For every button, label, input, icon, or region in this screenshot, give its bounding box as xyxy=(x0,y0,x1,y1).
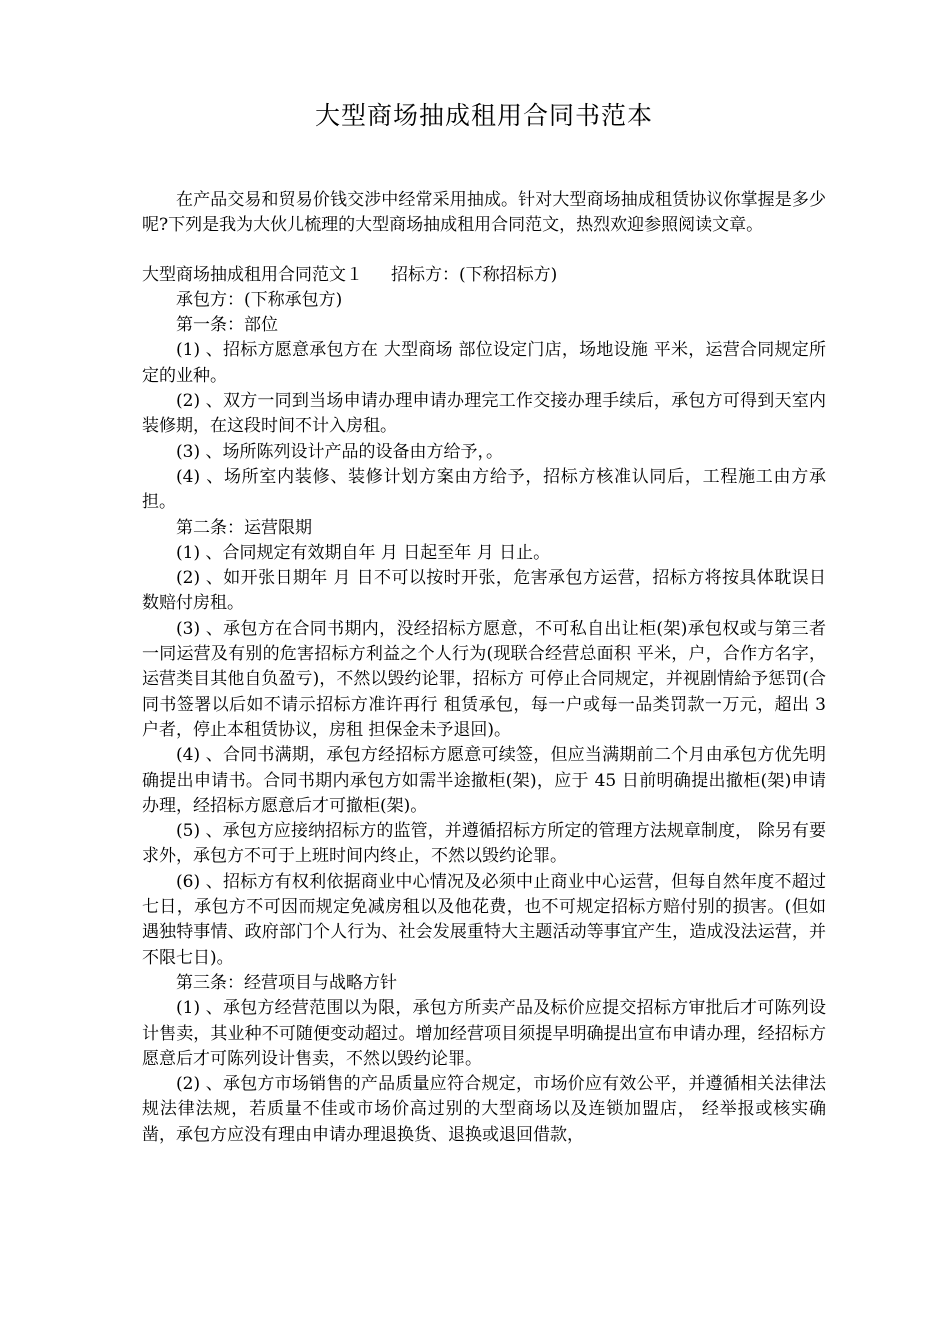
tenderer-line: 招标方：(下称招标方) xyxy=(391,264,558,285)
paragraph: (2) 、承包方市场销售的产品质量应符合规定，市场价应有效公平，并遵循相关法律法规法律法规，若质量不佳或市场价高过别的大型商场以及连锁加盟店， 经举报或核实确凿，承包方应没有理由申请办理退换货、退换或退回借款， xyxy=(142,1074,826,1145)
paragraph: (6) 、招标方有权利依据商业中心情况及必须中止商业中心运营，但每自然年度不超过七日，承包方不可因而规定免减房租以及他花费，也不可规定招标方赔付别的损害。(但如遇独特事情、政府部门个人行为、社会发展重特大主题活动等事宜产生，造成没法运营，并不限七日)。 xyxy=(142,871,826,968)
section-heading: 第三条：经营项目与战略方针 xyxy=(176,972,397,993)
paragraph: (1) 、合同规定有效期自年 月 日起至年 月 日止。 xyxy=(176,542,551,563)
section-heading: 第二条：运营限期 xyxy=(176,517,312,538)
paragraph: (4) 、合同书满期，承包方经招标方愿意可续签，但应当满期前二个月由承包方优先明确提出申请书。合同书期内承包方如需半途撤柜(架)，应于 45 日前明确提出撤柜(架)申请办理，经招标方愿意后才可撤柜(架)。 xyxy=(142,745,826,816)
paragraph: (4) 、场所室内装修、装修计划方案由方给予，招标方核准认同后，工程施工由方承担。 xyxy=(142,466,826,513)
paragraph: (2) 、如开张日期年 月 日不可以按时开张，危害承包方运营，招标方将按具体耽误日数赔付房租。 xyxy=(142,568,826,614)
contract-heading: 大型商场抽成租用合同范文１ xyxy=(142,264,363,285)
document-title: 大型商场抽成租用合同书范本 xyxy=(314,101,653,130)
paragraph: (2) 、双方一同到当场申请办理申请办理完工作交接办理手续后，承包方可得到天室内装修期，在这段时间不计入房租。 xyxy=(142,391,826,437)
paragraph: (3) 、承包方在合同书期内，没经招标方愿意，不可私自出让柜(架)承包权或与第三者一同运营及有别的危害招标方利益之个人行为(现联合经营总面积 平米，户，合作方名字，运营类目其他自负盈亏)，不然以毁约论罪，招标方 可停止合同规定，并视剧情給予惩罚(合同书签署以后如不请示招标方准许再行 租赁承包，每一户或每一品类罚款一万元，超出 3 户者，停止本租赁协议，房租 担保金未予退回)。 xyxy=(142,618,826,740)
paragraph: (3) 、场所陈列设计产品的设备由方给予，。 xyxy=(176,441,503,462)
contract-body xyxy=(142,263,826,1148)
intro-paragraph: 在产品交易和贸易价钱交涉中经常采用抽成。针对大型商场抽成租赁协议你掌握是多少呢?下列是我为大伙儿梳理的大型商场抽成租用合同范文，热烈欢迎参照阅读文章。 xyxy=(142,190,826,236)
paragraph: (1) 、承包方经营范围以为限，承包方所卖产品及标价应提交招标方审批后才可陈列设计售卖，其业种不可随便变动超过。增加经营项目须提早明确提出宣布申请办理，经招标方愿意后才可陈列设计售卖，不然以毁约论罪。 xyxy=(142,998,826,1069)
section-heading: 第一条：部位 xyxy=(176,315,278,336)
contract-heading-line xyxy=(142,263,826,288)
paragraph: 承包方：(下称承包方) xyxy=(176,289,343,310)
paragraph: (5) 、承包方应接纳招标方的监管，并遵循招标方所定的管理方法规章制度， 除另有要求外，承包方不可于上班时间内终止，不然以毁约论罪。 xyxy=(142,821,826,867)
paragraph: (1) 、招标方愿意承包方在 大型商场 部位设定门店，场地设施 平米，运营合同规定所定的业种。 xyxy=(142,340,826,386)
